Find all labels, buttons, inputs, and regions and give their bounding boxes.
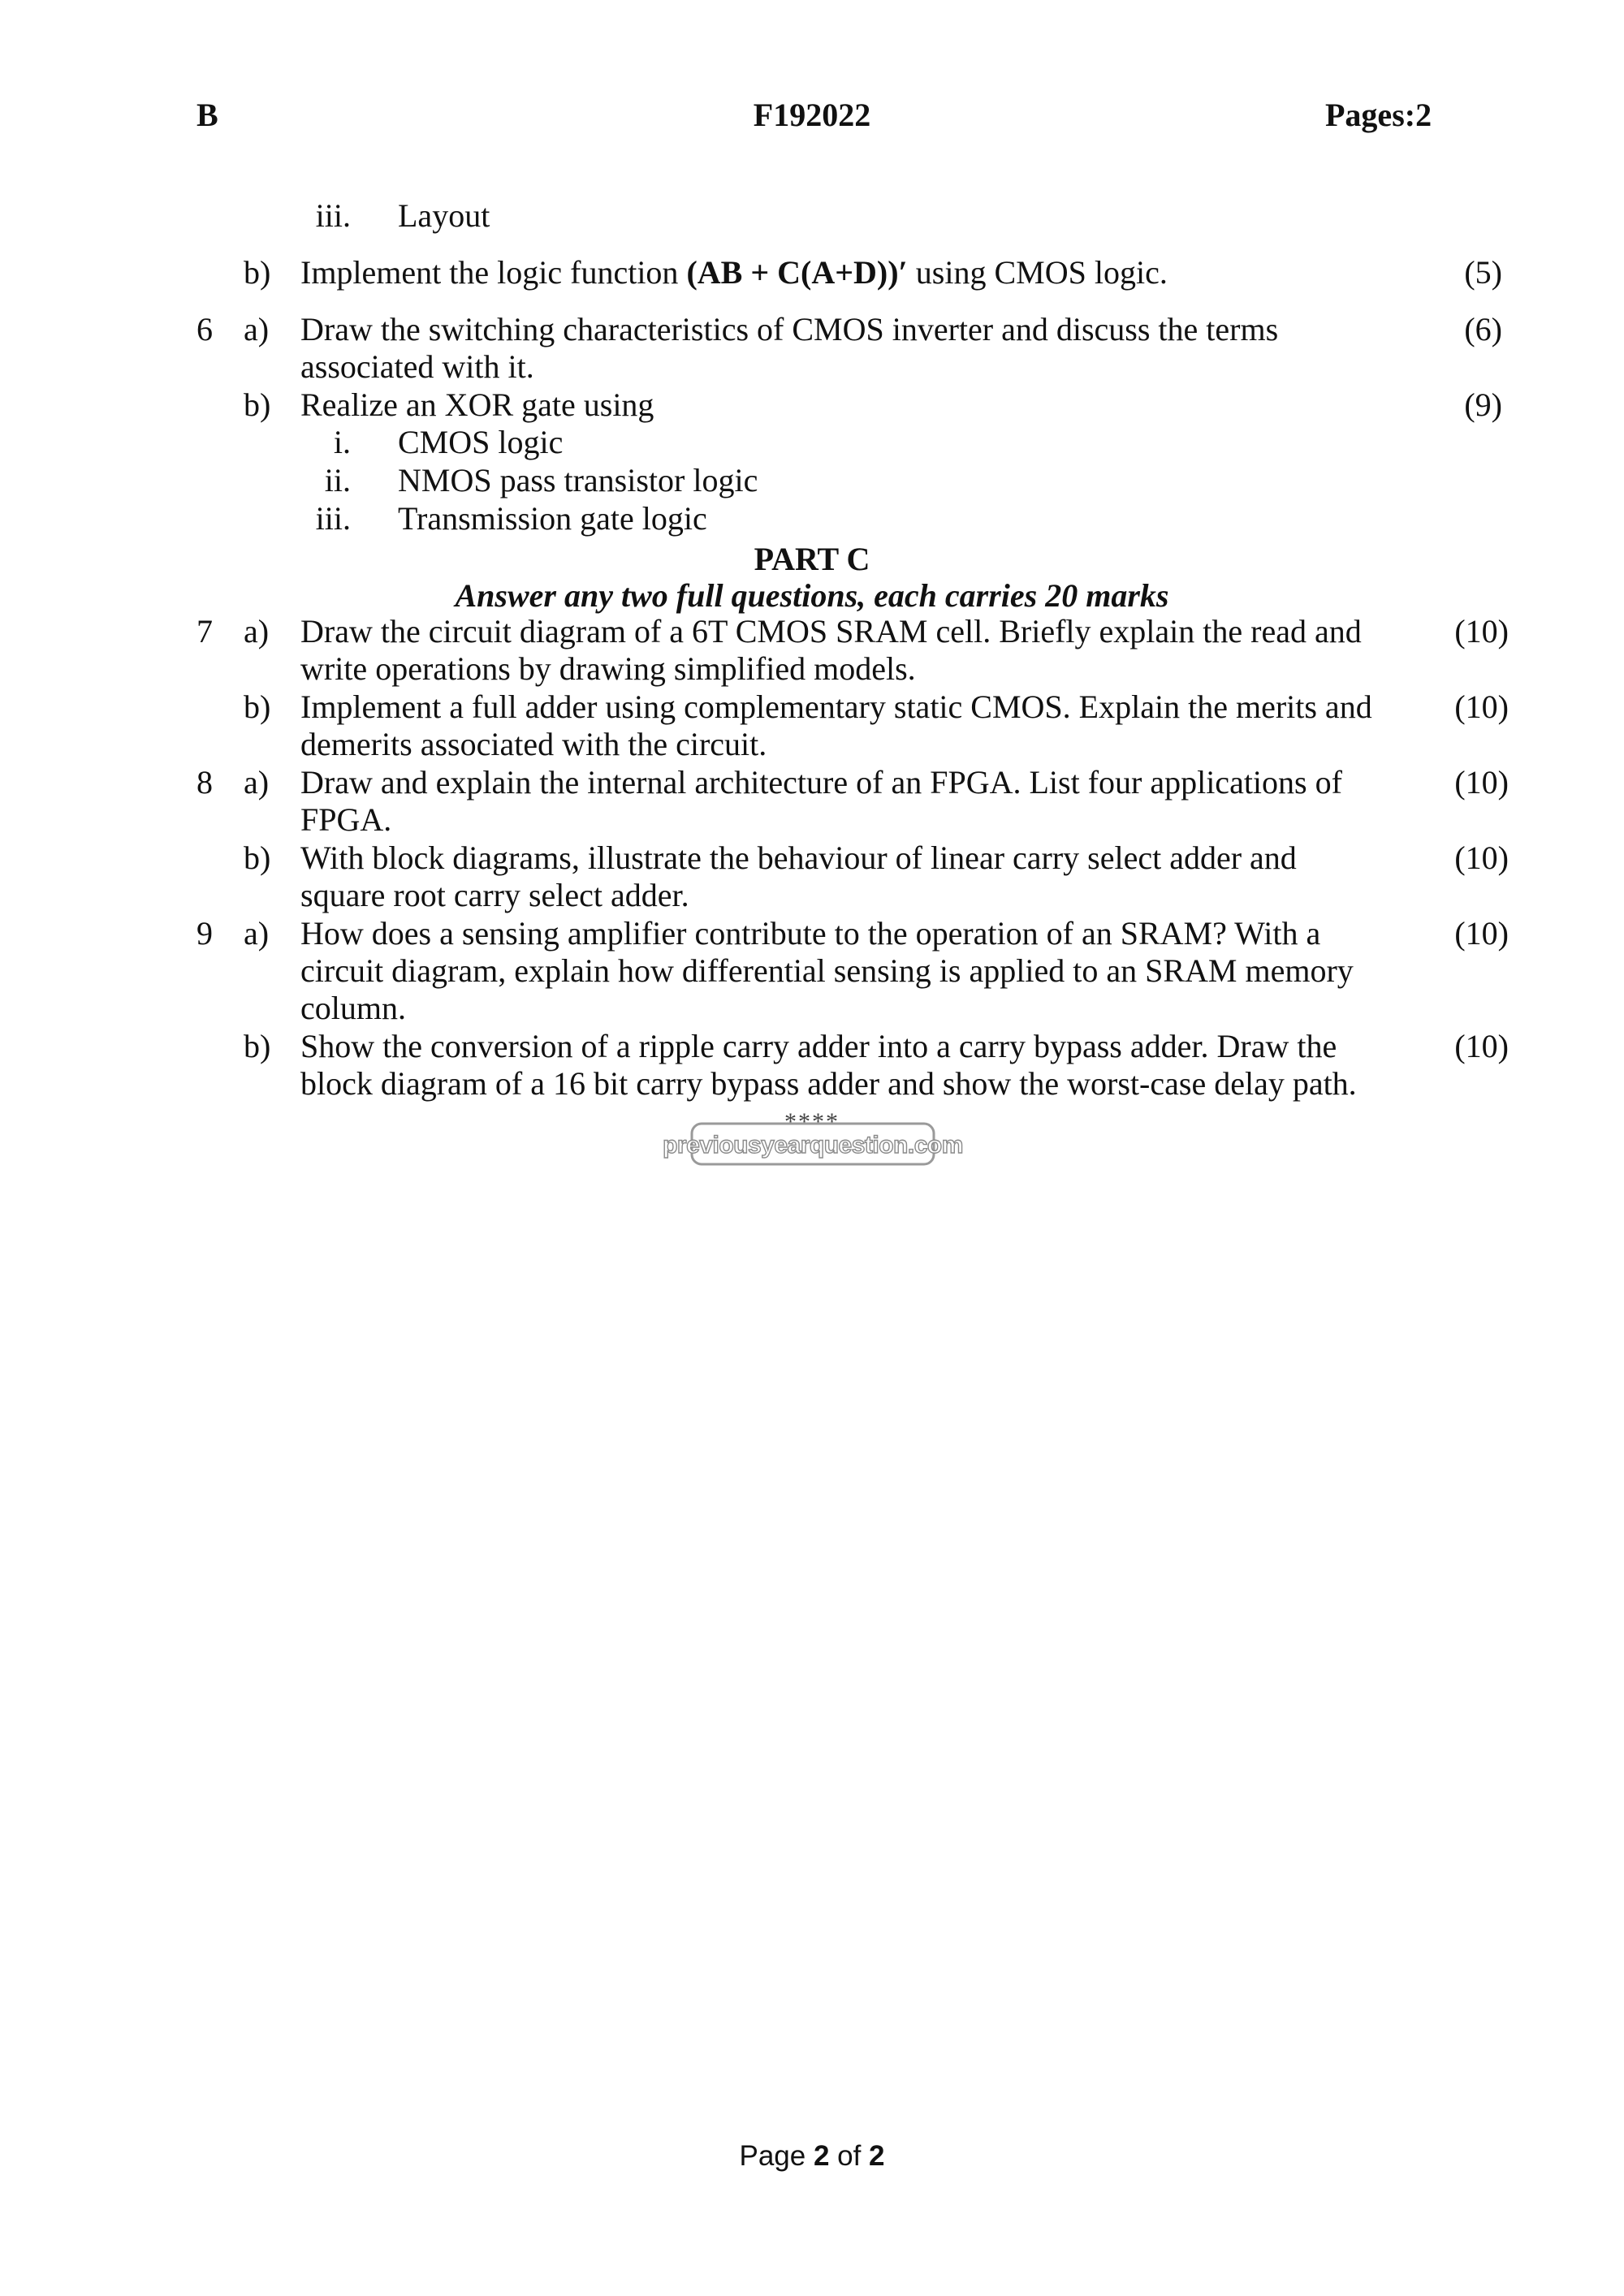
logic-expression: (AB + C(A+D))′ xyxy=(686,254,908,291)
sub-item-number: i. xyxy=(333,424,351,460)
question-text-line: Show the conversion of a ripple carry adder into a carry bypass adder. Draw the xyxy=(300,1028,1337,1064)
question-letter: b) xyxy=(244,386,271,423)
sub-item-text: CMOS logic xyxy=(398,424,564,460)
watermark-logo xyxy=(663,1120,963,1167)
end-of-paper-marker: **** xyxy=(784,1108,840,1135)
question-letter: b) xyxy=(244,839,271,876)
question-text-line: Draw and explain the internal architecture of an FPGA. List four applications of xyxy=(300,764,1342,801)
question-text-line: block diagram of a 16 bit carry bypass adder and show the worst-case delay path. xyxy=(300,1065,1357,1102)
sub-item-text: NMOS pass transistor logic xyxy=(398,462,758,498)
question-text-line: Implement a full adder using complementary static CMOS. Explain the merits and xyxy=(300,688,1372,725)
question-marks: (6) xyxy=(1464,311,1502,347)
sub-item-text: Layout xyxy=(398,197,490,234)
question-text-line: demerits associated with the circuit. xyxy=(300,726,767,762)
question-text: Implement the logic function (AB + C(A+D))′ using CMOS logic. xyxy=(300,254,1168,291)
question-text-line: associated with it. xyxy=(300,348,534,385)
question-marks: (10) xyxy=(1454,839,1509,876)
question-text-line: write operations by drawing simplified models. xyxy=(300,650,916,687)
sub-item-text: Transmission gate logic xyxy=(398,500,707,537)
section-instructions: Answer any two full questions, each carries 20 marks xyxy=(455,577,1169,614)
watermark-text: previousyearquestion.com xyxy=(663,1132,963,1159)
question-marks: (10) xyxy=(1454,764,1509,801)
question-marks: (10) xyxy=(1454,688,1509,725)
question-number: 8 xyxy=(197,764,213,801)
page-footer: Page 2 of 2 xyxy=(739,2140,885,2172)
sub-item-number: iii. xyxy=(315,500,351,537)
question-number: 7 xyxy=(197,613,213,650)
question-letter: b) xyxy=(244,688,271,725)
question-text-line: Draw the circuit diagram of a 6T CMOS SRAM cell. Briefly explain the read and xyxy=(300,613,1362,650)
sub-item-number: ii. xyxy=(324,462,351,498)
question-text-line: Draw the switching characteristics of CMOS inverter and discuss the terms xyxy=(300,311,1279,347)
question-text-line: square root carry select adder. xyxy=(300,877,689,913)
question-text-line: circuit diagram, explain how differential sensing is applied to an SRAM memory xyxy=(300,952,1354,989)
question-marks: (10) xyxy=(1454,613,1509,650)
page-count: Pages:2 xyxy=(1325,97,1432,133)
sub-item-number: iii. xyxy=(315,197,351,234)
question-text-line: FPGA. xyxy=(300,801,392,838)
question-text-line: How does a sensing amplifier contribute to the operation of an SRAM? With a xyxy=(300,915,1321,952)
question-text: Realize an XOR gate using xyxy=(300,386,654,423)
question-letter: a) xyxy=(244,311,270,347)
current-page-number: 2 xyxy=(813,2140,830,2172)
question-marks: (10) xyxy=(1454,1028,1509,1064)
question-letter: b) xyxy=(244,254,271,291)
question-number: 9 xyxy=(197,915,213,952)
total-page-number: 2 xyxy=(869,2140,885,2172)
question-text-line: column. xyxy=(300,990,406,1026)
question-letter: a) xyxy=(244,613,270,650)
paper-code: F192022 xyxy=(753,97,871,133)
question-text-line: With block diagrams, illustrate the behaviour of linear carry select adder and xyxy=(300,839,1297,876)
question-number: 6 xyxy=(197,311,213,347)
paper-set-label: B xyxy=(197,97,218,133)
question-letter: a) xyxy=(244,764,270,801)
question-marks: (9) xyxy=(1464,386,1502,423)
section-title: PART C xyxy=(754,541,870,577)
question-marks: (5) xyxy=(1464,254,1502,291)
question-marks: (10) xyxy=(1454,915,1509,952)
question-letter: a) xyxy=(244,915,270,952)
question-letter: b) xyxy=(244,1028,271,1064)
